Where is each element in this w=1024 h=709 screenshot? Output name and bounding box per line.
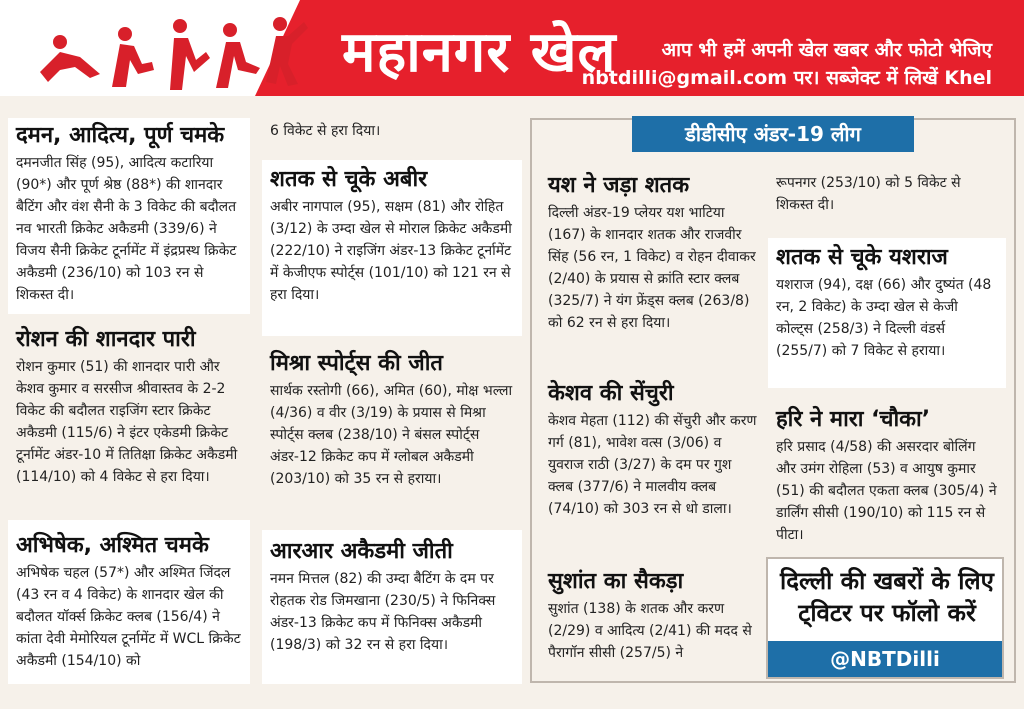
sports-silhouettes-icon	[30, 12, 310, 92]
twitter-handle[interactable]: @NBTDilli	[768, 641, 1002, 677]
story-sushant	[540, 564, 766, 676]
twitter-promo-text: दिल्ली की खबरों के लिए ट्विटर पर फॉलो करें	[780, 567, 994, 627]
masthead-title: महानगर खेल	[342, 20, 617, 85]
story-body: रोशन कुमार (51) की शानदार पारी और केशव कुमार व सरसीज श्रीवास्तव के 2-2 विकेट की बदौलत राइजिंग स्टार क्रिकेट अकैडमी (115/6) ने इंटर एकेडमी क्रिकेट टूर्नामेंट अंडर-10 में तितिक्षा क्रिकेट अकैडमी (114/10) को 4 विकेट से हरा दिया।	[16, 359, 238, 485]
story-heading: सुशांत का सैकड़ा	[548, 569, 684, 594]
story-yashraj	[768, 238, 1006, 388]
story-heading: अभिषेक, अश्मित चमके	[16, 533, 209, 558]
story-heading: मिश्रा स्पोर्ट्स की जीत	[270, 351, 443, 376]
story-body: सुशांत (138) के शतक और करण (2/29) व आदित्य (2/41) की मदद से पैरागॉन सीसी (257/5) ने	[548, 601, 752, 661]
story-heading: दमन, आदित्य, पूर्ण चमके	[16, 123, 225, 148]
continued-text: रूपनगर (253/10) को 5 विकेट से शिकस्त दी।	[776, 175, 961, 213]
story-body: यशराज (94), दक्ष (66) और दुष्यंत (48 रन, 2 विकेट) के उम्दा खेल से केजी कोल्ट्स (258/3) ने दिल्ली वंडर्स (255/7) को 7 विकेट से हराया।	[776, 277, 992, 359]
story-body: अबीर नागपाल (95), सक्षम (81) और रोहित (3/12) के उम्दा खेल से मोराल क्रिकेट अकैडमी (222/10) ने राइजिंग अंडर-13 क्रिकेट टूर्नामेंट में केजीएफ स्पोर्ट्स (101/10) को 121 रन से हरा दिया।	[270, 199, 512, 303]
masthead	[0, 0, 1024, 96]
story-body: दमनजीत सिंह (95), आदित्य कटारिया (90*) और पूर्ण श्रेष्ठ (88*) की शानदार बैटिंग और वंश सैनी के 3 विकेट की बदौलत नव भारती क्रिकेट अकैडमी (339/6) ने विजय सैनी क्रिकेट टूर्नामेंट में इंद्रप्रस्थ क्रिकेट अकैडमी (236/10) को 103 रन से शिकस्त दी।	[16, 155, 237, 303]
story-heading: हरि ने मारा ‘चौका’	[776, 407, 931, 432]
continued-text: 6 विकेट से हरा दिया।	[270, 123, 381, 139]
ddca-banner: डीडीसीए अंडर-19 लीग	[632, 116, 914, 152]
story-heading: रोशन की शानदार पारी	[16, 327, 196, 352]
story-continued-col4	[768, 170, 1006, 230]
story-continued	[262, 118, 522, 148]
story-body: सार्थक रस्तोगी (66), अमित (60), मोक्ष भल्ला (4/36) व वीर (3/19) के प्रयास से मिश्रा स्पोर्ट्स क्लब (238/10) ने बंसल स्पोर्ट्स अंडर-12 क्रिकेट कप में ग्लोबल अकैडमी (203/10) को 35 रन से हराया।	[270, 383, 513, 487]
story-abhishek	[8, 520, 250, 684]
story-heading: केशव की सेंचुरी	[548, 381, 674, 406]
story-body: दिल्ली अंडर-19 प्लेयर यश भाटिया (167) के शानदार शतक और राजवीर सिंह (56 रन, 1 विकेट) व रोहन दीवाकर (2/40) के प्रयास से क्रांति स्टार क्लब (325/7) ने यंग फ्रेंड्स क्लब (263/8) को 62 रन से हरा दिया।	[548, 205, 756, 331]
story-body: केशव मेहता (112) की सेंचुरी और करण गर्ग (81), भावेश वत्स (3/06) व युवराज राठी (3/27) के दम पर गुश क्लब (377/6) ने मालवीय क्लब (74/10) को 303 रन से धो डाला।	[548, 413, 757, 517]
twitter-promo[interactable]	[766, 557, 1004, 679]
story-keshav	[540, 376, 766, 556]
story-heading: शतक से चूके अबीर	[270, 167, 428, 192]
story-yash	[540, 168, 766, 368]
story-heading: आरआर अकैडमी जीती	[270, 539, 453, 564]
story-body: नमन मित्तल (82) की उम्दा बैटिंग के दम पर रोहतक रोड जिमखाना (230/5) ने फिनिक्स अंडर-13 क्रिकेट कप में फिनिक्स अकैडमी (198/3) को 32 रन से हरा दिया।	[270, 571, 496, 653]
story-mishra	[262, 346, 522, 520]
masthead-tagline-1: आप भी हमें अपनी खेल खबर और फोटो भेजिए	[661, 39, 992, 61]
masthead-tagline-2: nbtdilli@gmail.com पर। सब्जेक्ट में लिखें Khel	[581, 67, 992, 89]
story-body: अभिषेक चहल (57*) और अश्मित जिंदल (43 रन व 4 विकेट) के शानदार खेल की बदौलत यॉर्क्स क्रिकेट क्लब (156/4) ने कांता देवी मेमोरियल टूर्नामेंट में WCL क्रिकेट अकैडमी (154/10) को	[16, 565, 241, 669]
story-heading: यश ने जड़ा शतक	[548, 173, 690, 198]
story-roshan	[8, 322, 250, 512]
story-body: हरि प्रसाद (4/58) की असरदार बोलिंग और उमंग रोहिला (53) व आयुष कुमार (51) की बदौलत एकता क्लब (305/4) ने डार्लिंग सीसी (190/10) को 115 रन से पीटा।	[776, 439, 997, 543]
story-heading: शतक से चूके यशराज	[776, 245, 948, 270]
story-hari	[768, 402, 1006, 552]
story-abir	[262, 160, 522, 336]
story-daman	[8, 118, 250, 314]
story-rr	[262, 530, 522, 684]
